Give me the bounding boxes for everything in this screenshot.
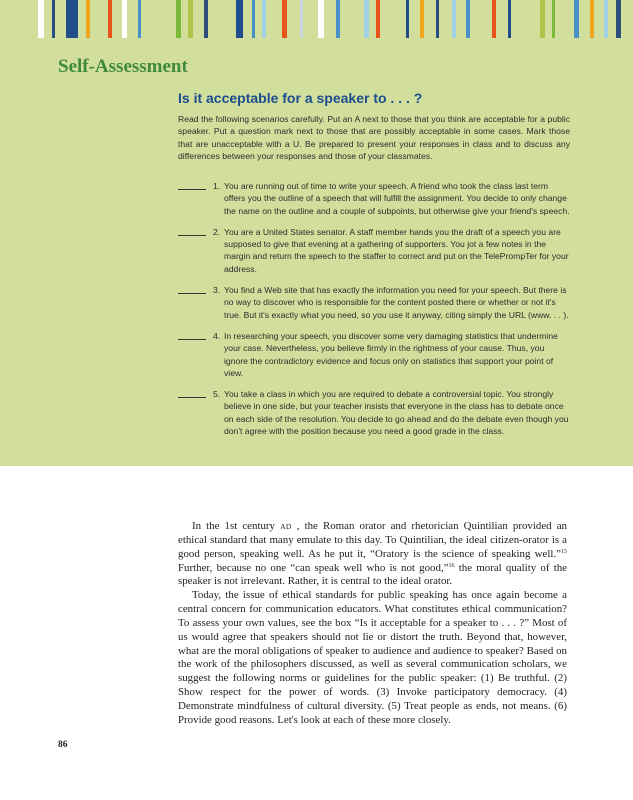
decorative-stripe-bar — [0, 0, 633, 38]
scenario-number: 5. — [213, 389, 221, 400]
stripe-20 — [406, 0, 409, 38]
era-abbreviation: AD — [280, 522, 292, 531]
page-number: 86 — [58, 740, 68, 750]
answer-blank[interactable] — [178, 189, 206, 190]
scenario-item-1 — [178, 180, 570, 217]
answer-blank[interactable] — [178, 293, 206, 294]
stripe-13 — [262, 0, 266, 38]
stripe-23 — [452, 0, 456, 38]
scenario-number: 2. — [213, 226, 221, 237]
citation-ref: 16 — [448, 562, 455, 569]
stripe-6 — [122, 0, 127, 38]
section-heading: Self-Assessment — [58, 56, 188, 77]
scenario-number: 3. — [213, 285, 221, 296]
scenario-item-5 — [178, 388, 570, 437]
stripe-17 — [336, 0, 340, 38]
box-title: Is it acceptable for a speaker to . . . ? — [178, 90, 423, 106]
stripe-3 — [66, 0, 78, 38]
stripe-11 — [236, 0, 243, 38]
stripe-25 — [492, 0, 496, 38]
body-text — [178, 520, 567, 728]
p1-text-a: In the 1st century — [192, 520, 281, 532]
stripe-12 — [252, 0, 255, 38]
p1-text-d: the moral quality of the speaker is not irrelevant. Rather, it is central to the ideal orator. — [178, 561, 568, 588]
scenario-item-2 — [178, 226, 570, 275]
stripe-31 — [604, 0, 608, 38]
p1-text-c: Further, because no one “can speak well who is not good,” — [178, 561, 449, 574]
scenario-text: You are a United States senator. A staff member hands you the draft of a speech you are supposed to give that evening at a gathering of supporters. You jot a few notes in the margin and return the speech to the staffer to correct and put on the TelePrompTer for your address. — [224, 226, 569, 274]
answer-blank[interactable] — [178, 339, 206, 340]
box-intro: Read the following scenarios carefully. Put an A next to those that you think are acceptable for a public speaker. Put a question mark next to those that are possibly acceptable in some cases. Mark those that are unacceptable with a U. Be prepared to present your responses in class and to discuss any differences between your responses and those of your classmates. — [178, 114, 570, 161]
stripe-2 — [52, 0, 55, 38]
body-paragraph-2: Today, the issue of ethical standards for public speaking has once again become a central concern for communication educators. What constitutes ethical communication? To assess your own values, see the box “Is it acceptable for a speaker to . . . ?” Most of us would agree that speakers should not lie or distort the truth. Beyond that, however, what are the moral obligations of speaker to audience and audience to speaker? Based on the work of the philosophers discussed, as well as several communication scholars, we suggest the following norms or guidelines for the public speaker: (1) Be truthful. (2) Show respect for the power of words. (3) Invoke participatory democracy. (4) Demonstrate mindfulness of cultural diversity. (5) Treat people as ends, not means. (6) Provide good reasons. Let's look at each of these more closely. — [178, 589, 567, 726]
body-paragraph-1 — [178, 520, 567, 589]
stripe-30 — [590, 0, 594, 38]
stripe-24 — [466, 0, 470, 38]
stripe-26 — [508, 0, 511, 38]
stripe-29 — [574, 0, 579, 38]
stripe-1 — [38, 0, 44, 38]
stripe-27 — [540, 0, 545, 38]
stripe-14 — [282, 0, 287, 38]
scenario-number: 4. — [213, 330, 221, 341]
stripe-28 — [552, 0, 555, 38]
scenario-text: You take a class in which you are required to debate a controversial topic. You strongly believe in one side, but your teacher insists that everyone in the class has to debate once on each side of the resolution. You decide to go ahead and do the debate even though you don't agree with the position because you need a good grade in the class. — [224, 389, 569, 437]
stripe-8 — [176, 0, 181, 38]
scenario-item-4 — [178, 330, 570, 379]
stripe-21 — [420, 0, 424, 38]
stripe-18 — [364, 0, 369, 38]
scenario-item-3 — [178, 284, 570, 321]
stripe-4 — [86, 0, 90, 38]
stripe-5 — [108, 0, 112, 38]
stripe-15 — [300, 0, 303, 38]
answer-blank[interactable] — [178, 397, 206, 398]
p1-text-b: , the Roman orator and rhetorician Quintilian provided an ethical standard that many emulate to this day. To Quintilian, the ideal citizen-orator is a good person, speaking well. As he put it, “Oratory is the science of speaking well.” — [178, 520, 567, 560]
scenario-text: You find a Web site that has exactly the information you need for your speech. But there is no way to discover who is responsible for the content posted there or whether or not it's true. But it's exactly what you need, so you use it anyway, citing simply the URL (www. . . ). — [224, 285, 569, 320]
citation-ref: 15 — [561, 548, 567, 555]
scenario-number: 1. — [213, 181, 221, 191]
scenario-list — [178, 180, 570, 446]
scenario-text: You are running out of time to write your speech. A friend who took the class last term offers you the outline of a speech that will fulfill the assignment. You decide to only change the name on the outline and a couple of subpoints, but otherwise give your friend's speech. — [224, 181, 570, 216]
stripe-32 — [616, 0, 621, 38]
stripe-19 — [376, 0, 380, 38]
stripe-9 — [188, 0, 193, 38]
scenario-text: In researching your speech, you discover some very damaging statistics that undermine your case. Nevertheless, you believe firmly in the rightness of your cause. Thus, you ignore the contradictory evidence and focus only on statistics that support your point of view. — [224, 330, 558, 378]
stripe-7 — [138, 0, 141, 38]
stripe-16 — [318, 0, 324, 38]
stripe-22 — [436, 0, 439, 38]
stripe-10 — [204, 0, 208, 38]
answer-blank[interactable] — [178, 235, 206, 236]
